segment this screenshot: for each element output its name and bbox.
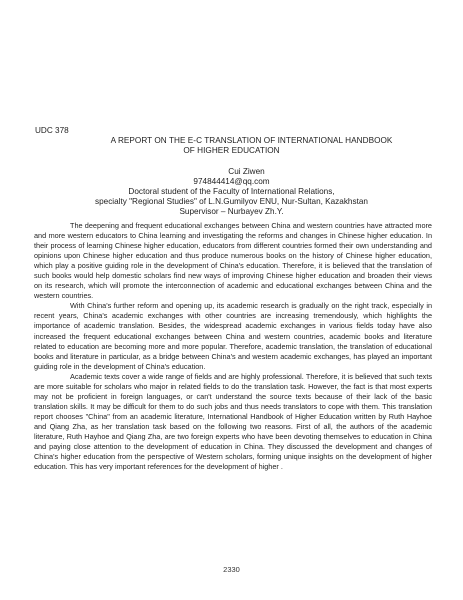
author-email: 974844414@qq.com <box>193 177 270 187</box>
page-number: 2330 <box>223 565 240 574</box>
author-position: Doctoral student of the Faculty of International Relations, <box>128 187 335 197</box>
paragraph: The deepening and frequent educational exchanges between China and western countries have attracted more and more western educators to China learning and investigating the reforms and changes in Chinese higher education. In their process of learning Chinese higher education, educators from different countries formed their own understanding and opinions upon Chinese higher education and thus produce numerous books on the history of Chinese higher education, which play a positive guiding role in the development of China's education. Therefore, it is believed that the translation of such books would help domestic scholars find new ways of improving Chinese higher education and broaden their views on its research, which will promote the interconnection of academic and educational exchanges between China and the western countries. <box>34 221 432 301</box>
author-supervisor: Supervisor – Nurbayev Zh.Y. <box>179 207 284 217</box>
author-block <box>30 167 433 217</box>
paper-title-line-1: A REPORT ON THE E-C TRANSLATION OF INTERNATIONAL HANDBOOK <box>110 136 393 145</box>
udc-code: UDC 378 <box>35 126 69 135</box>
author-name: Cui Ziwen <box>228 167 265 176</box>
paper-title-line-2: OF HIGHER EDUCATION <box>183 146 280 155</box>
paragraph: Academic texts cover a wide range of fields and are highly professional. Therefore, it is believed that such texts are more suitable for scholars who major in related fields to do the translation task. However, the fact is that most experts may not be proficient in foreign languages, or can't understand the source texts because of their lack of the basic translation skills. It may be difficult for them to do such jobs and thus needs translators to cope with them. This translation report chooses "China" from an academic literature, International Handbook of Higher Education written by Ruth Hayhoe and Qiang Zha, as her translation task based on the following two reasons. First of all, the authors of the academic literature, Ruth Hayhoe and Qiang Zha, are two foreign experts who have been devoting themselves to education in China and paying close attention to the development of education in China. They discussed the development and changes of China's higher education from the perspective of Western scholars, forming unique insights on the development of higher education. This has very important references for the development of higher . <box>34 371 432 472</box>
paragraph: With China's further reform and opening up, its academic research is gradually on the right track, especially in recent years, China's academic exchanges with other countries are increasing tremendously, which highlights the importance of academic translation. Besides, the widespread academic exchanges in various fields today have also increased the frequent educational exchanges between China and western countries, academic books and literature related to education are becoming more and more popular. Therefore, academic translation, the translation of educational books and literature in particular, as a bridge between China's and western academic exchanges, has played an important guiding role in the development of China's education. <box>34 301 432 371</box>
body-text <box>34 221 432 472</box>
paper-title <box>30 136 433 156</box>
author-specialty: specialty "Regional Studies" of L.N.Gumilyov ENU, Nur-Sultan, Kazakhstan <box>95 197 368 207</box>
